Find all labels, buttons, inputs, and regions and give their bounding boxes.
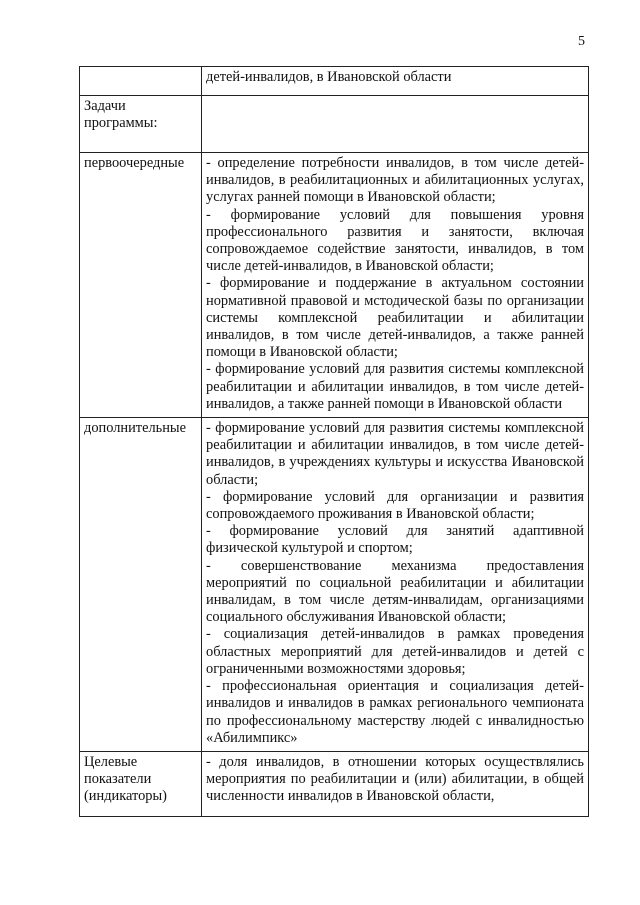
row-label: Задачи программы: bbox=[80, 96, 202, 153]
table-row bbox=[80, 67, 589, 96]
content-line: - формирование условий для повышения уровня профессионального развития и занятости, включая сопровождаемое содействие занятости, инвалидов, в том числе детей-инвалидов, в Ивановской области; bbox=[206, 206, 584, 275]
row-content bbox=[202, 96, 589, 153]
content-line: - формирование условий для развития системы комплексной реабилитации и абилитации инвалидов, в том числе детей-инвалидов, а также ранней помощи в Ивановской области bbox=[206, 361, 584, 412]
row-label: первоочередные bbox=[80, 153, 202, 418]
row-label: дополнительные bbox=[80, 418, 202, 752]
content-line: детей-инвалидов, в Ивановской области bbox=[206, 69, 452, 85]
content-line: - профессиональная ориентация и социализация детей-инвалидов и инвалидов в рамках регионального чемпионата по профессиональному мастерству людей с инвалидностью «Абилимпикс» bbox=[206, 678, 584, 746]
content-line: - совершенствование механизма предоставления мероприятий по социальной реабилитации и абилитации инвалидам, в том числе детям-инвалидам, организациями социального обслуживания Ивановской области; bbox=[206, 557, 584, 626]
table-row bbox=[80, 153, 589, 418]
row-content bbox=[202, 153, 589, 418]
row-content bbox=[202, 67, 589, 96]
page-number: 5 bbox=[578, 34, 585, 49]
content-line: - формирование условий для организации и развития сопровождаемого проживания в Ивановской области; bbox=[206, 488, 584, 523]
content-line: - социализация детей-инвалидов в рамках проведения областных мероприятий для детей-инвалидов и детей с ограниченными возможностями здоровья; bbox=[206, 626, 584, 677]
content-line: - формирование и поддержание в актуальном состоянии нормативной правовой и мстодической базы по организации системы комплексной реабилитации и абилитации инвалидов, в том числе детей-инвалидов, а также ранней помощи в Ивановской области; bbox=[206, 275, 584, 361]
content-line: - формирование условий для развития системы комплексной реабилитации и абилитации инвалидов, в том числе детей-инвалидов, в учреждениях культуры и искусства Ивановской области; bbox=[206, 420, 584, 488]
row-label: Целевые показатели (индикаторы) bbox=[80, 751, 202, 816]
row-label bbox=[80, 67, 202, 96]
table-row bbox=[80, 751, 589, 816]
row-content bbox=[202, 751, 589, 816]
row-content bbox=[202, 418, 589, 752]
table-row bbox=[80, 96, 589, 153]
content-line: - формирование условий для занятий адаптивной физической культурой и спортом; bbox=[206, 523, 584, 557]
program-table bbox=[79, 66, 589, 817]
table-row bbox=[80, 418, 589, 752]
content-line: - определение потребности инвалидов, в том числе детей-инвалидов, в реабилитационных и абилитационных услугах, услугах ранней помощи в Ивановской области; bbox=[206, 155, 584, 206]
content-line: - доля инвалидов, в отношении которых осуществлялись мероприятия по реабилитации и (или) абилитации, в общей численности инвалидов в Ивановской области, bbox=[206, 753, 584, 805]
